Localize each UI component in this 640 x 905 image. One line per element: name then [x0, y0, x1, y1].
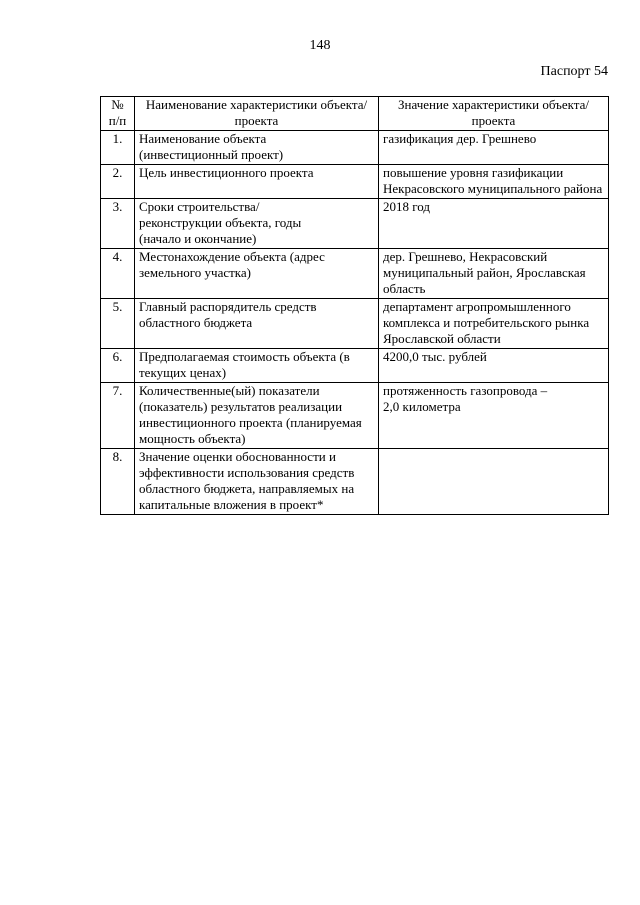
- row-number: 8.: [101, 449, 135, 515]
- characteristic-value: дер. Грешнево, Некрасовский муниципальный район, Ярославская область: [379, 249, 609, 299]
- table-row: [101, 249, 609, 299]
- characteristic-name: Значение оценки обоснованности и эффективности использования средств областного бюджета, направляемых на капитальные вложения в проект*: [135, 449, 379, 515]
- table-row: [101, 131, 609, 165]
- characteristic-value: 4200,0 тыс. рублей: [379, 349, 609, 383]
- characteristic-name: Сроки строительства/ реконструкции объекта, годы (начало и окончание): [135, 199, 379, 249]
- row-number: 4.: [101, 249, 135, 299]
- characteristic-name: Предполагаемая стоимость объекта (в текущих ценах): [135, 349, 379, 383]
- table-header-row: [101, 97, 609, 131]
- row-number: 7.: [101, 383, 135, 449]
- table-row: [101, 299, 609, 349]
- table-row: [101, 383, 609, 449]
- page-number: 148: [309, 38, 331, 53]
- characteristic-value: 2018 год: [379, 199, 609, 249]
- table-row: [101, 449, 609, 515]
- characteristic-name: Главный распорядитель средств областного бюджета: [135, 299, 379, 349]
- characteristic-value: газификация дер. Грешнево: [379, 131, 609, 165]
- table-row: [101, 199, 609, 249]
- table-row: [101, 165, 609, 199]
- row-number: 6.: [101, 349, 135, 383]
- header-num: № п/п: [101, 97, 135, 131]
- passport-table: [100, 96, 609, 515]
- characteristic-name: Цель инвестиционного проекта: [135, 165, 379, 199]
- characteristic-value: [379, 449, 609, 515]
- passport-label: Паспорт 54: [540, 64, 608, 79]
- characteristic-value: протяженность газопровода – 2,0 километра: [379, 383, 609, 449]
- characteristic-name: Количественные(ый) показатели (показатель) результатов реализации инвестиционного проекта (планируемая мощность объекта): [135, 383, 379, 449]
- characteristic-value: департамент агропромышленного комплекса и потребительского рынка Ярославской области: [379, 299, 609, 349]
- row-number: 5.: [101, 299, 135, 349]
- row-number: 1.: [101, 131, 135, 165]
- header-name: Наименование характеристики объекта/проекта: [135, 97, 379, 131]
- row-number: 2.: [101, 165, 135, 199]
- table-row: [101, 349, 609, 383]
- characteristic-name: Местонахождение объекта (адрес земельного участка): [135, 249, 379, 299]
- characteristic-value: повышение уровня газификации Некрасовского муниципального района: [379, 165, 609, 199]
- row-number: 3.: [101, 199, 135, 249]
- characteristic-name: Наименование объекта (инвестиционный проект): [135, 131, 379, 165]
- header-value: Значение характеристики объекта/проекта: [379, 97, 609, 131]
